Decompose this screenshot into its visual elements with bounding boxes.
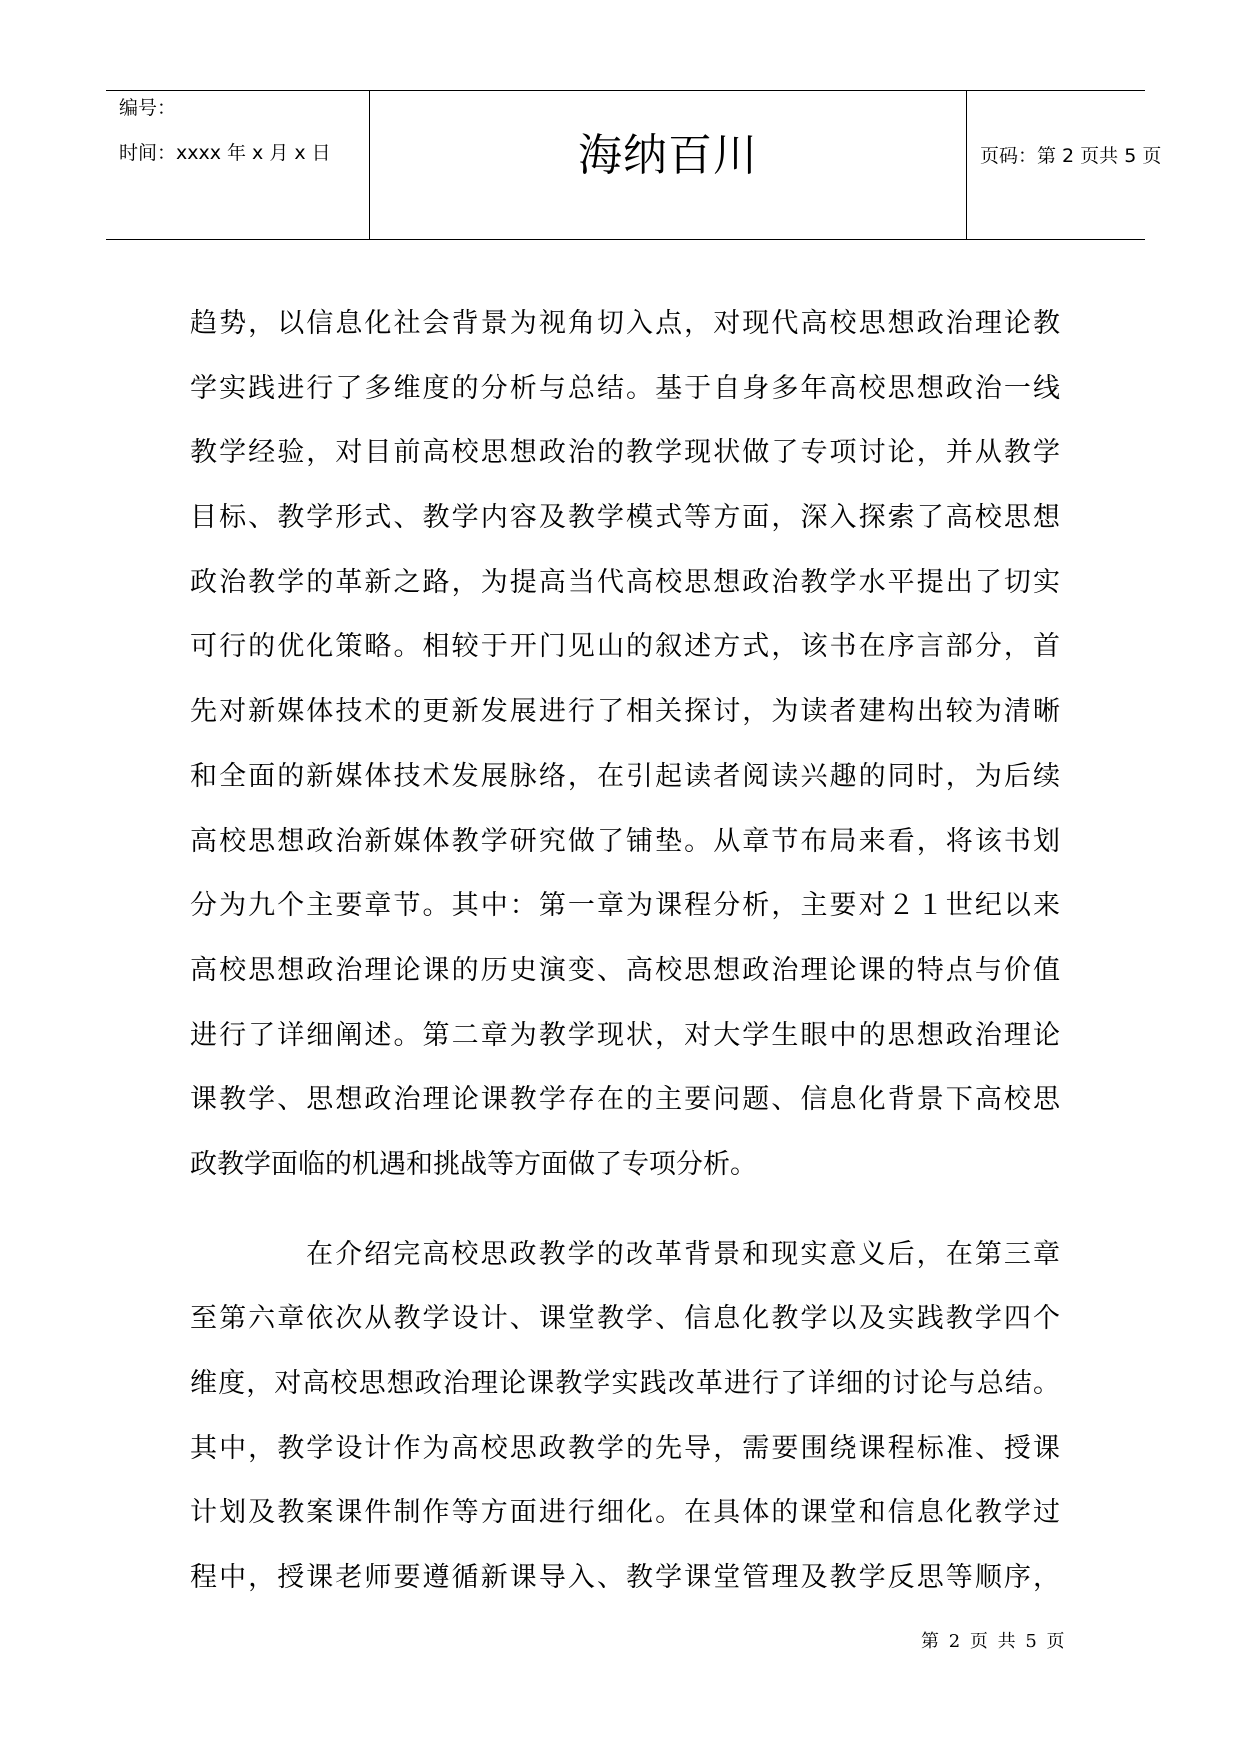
document-body <box>190 292 1060 1611</box>
text-line: 目标、教学形式、教学内容及教学模式等方面，深入探索了高校思想 <box>190 502 1060 534</box>
header-page-label: 页码：第 2 页共 5 页 <box>980 145 1162 167</box>
text-line: 分为九个主要章节。其中：第一章为课程分析，主要对２１世纪以来 <box>190 890 1060 922</box>
text-line: 政治教学的革新之路，为提高当代高校思想政治教学水平提出了切实 <box>190 566 1060 598</box>
text-line: 政教学面临的机遇和挑战等方面做了专项分析。 <box>190 1148 757 1180</box>
document-time-label: 时间：xxxx 年 x 月 x 日 <box>119 142 331 164</box>
header-title-cell <box>370 91 967 239</box>
text-line: 可行的优化策略。相较于开门见山的叙述方式，该书在序言部分，首 <box>190 631 1060 663</box>
text-line: 进行了详细阐述。第二章为教学现状，对大学生眼中的思想政治理论 <box>190 1019 1060 1051</box>
document-title: 海纳百川 <box>578 130 758 181</box>
document-number-label: 编号： <box>119 97 177 119</box>
text-line: 和全面的新媒体技术发展脉络，在引起读者阅读兴趣的同时，为后续 <box>190 760 1060 792</box>
paragraph-2 <box>190 1223 1060 1611</box>
text-line: 其中，教学设计作为高校思政教学的先导，需要围绕课程标准、授课 <box>190 1432 1060 1464</box>
text-line: 教学经验，对目前高校思想政治的教学现状做了专项讨论，并从教学 <box>190 437 1060 469</box>
text-line: 计划及教案课件制作等方面进行细化。在具体的课堂和信息化教学过 <box>190 1497 1060 1529</box>
text-line: 至第六章依次从教学设计、课堂教学、信息化教学以及实践教学四个 <box>190 1303 1060 1335</box>
text-line: 课教学、思想政治理论课教学存在的主要问题、信息化背景下高校思 <box>190 1084 1060 1116</box>
text-line: 在介绍完高校思政教学的改革背景和现实意义后，在第三章 <box>306 1238 1060 1270</box>
document-header <box>106 90 1162 240</box>
page-footer: 第 2 页 共 5 页 <box>921 1631 1065 1652</box>
header-left-cell <box>106 91 370 239</box>
text-line: 程中，授课老师要遵循新课导入、教学课堂管理及教学反思等顺序， <box>190 1562 1060 1594</box>
text-line: 高校思想政治新媒体教学研究做了铺垫。从章节布局来看，将该书划 <box>190 825 1060 857</box>
text-line: 趋势，以信息化社会背景为视角切入点，对现代高校思想政治理论教 <box>190 308 1060 339</box>
paragraph-1 <box>190 292 1060 1198</box>
text-line: 高校思想政治理论课的历史演变、高校思想政治理论课的特点与价值 <box>190 954 1060 986</box>
header-right-cell <box>967 91 1162 239</box>
text-line: 学实践进行了多维度的分析与总结。基于自身多年高校思想政治一线 <box>190 372 1060 404</box>
text-line: 维度，对高校思想政治理论课教学实践改革进行了详细的讨论与总结。 <box>190 1368 1060 1399</box>
text-line: 先对新媒体技术的更新发展进行了相关探讨，为读者建构出较为清晰 <box>190 696 1060 728</box>
